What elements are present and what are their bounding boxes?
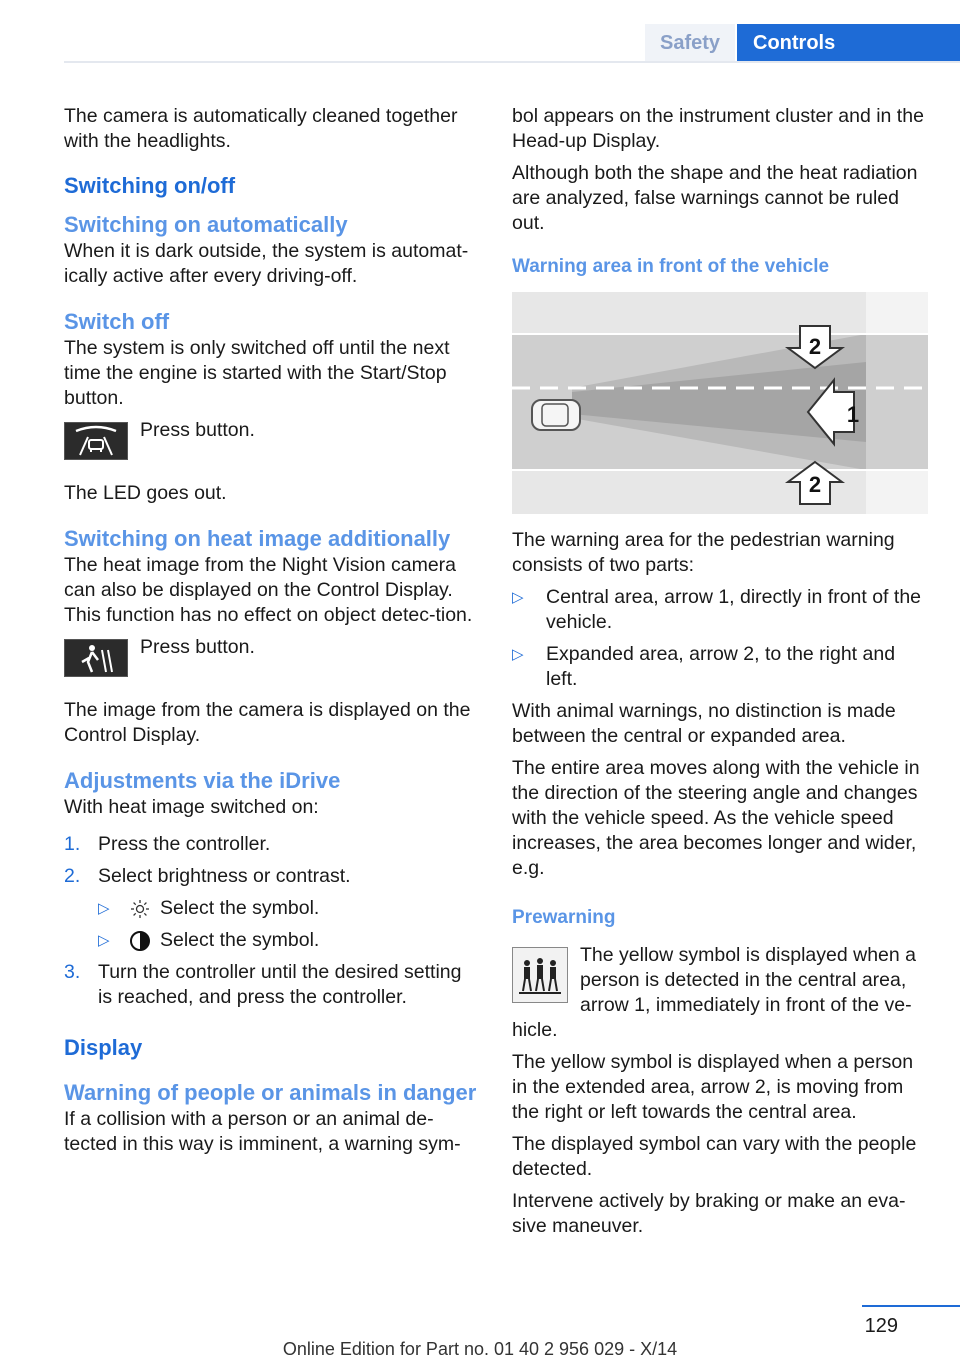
- press-button-text: Press button.: [140, 636, 255, 658]
- paragraph-intervene: Intervene actively by braking or make an eva-sive maneuver.: [512, 1190, 906, 1237]
- bullet-triangle-icon: ▷: [98, 900, 110, 917]
- paragraph-camera-cleaned: The camera is automatically cleaned together with the headlights.: [64, 105, 458, 152]
- paragraph-switched-off: The system is only switched off until the next time the engine is started with the Start/Stop button.: [64, 337, 450, 409]
- paragraph-symbol-appears: bol appears on the instrument cluster and in the Head-up Display.: [512, 105, 924, 152]
- header-tab-controls[interactable]: Controls: [737, 24, 960, 62]
- bullet-triangle-icon: ▷: [512, 646, 524, 663]
- heading-adjustments-idrive: Adjustments via the iDrive: [64, 768, 341, 793]
- paragraph-heat-image: The heat image from the Night Vision camera can also be displayed on the Control Display. This function has no effect on object detec-tion.: [64, 554, 473, 626]
- page-number: 129: [864, 1315, 898, 1337]
- list-item: [98, 896, 480, 921]
- heading-heat-image: Switching on heat image additionally: [64, 526, 451, 551]
- paragraph-animal: With animal warnings, no distinction is made between the central or expanded area.: [512, 700, 896, 747]
- pedestrian-heat-icon: [64, 639, 128, 677]
- paragraph-yellow-symbol-central: The yellow symbol is displayed when a person is detected in the central area, arrow 1, immediately in front of the ve-hicle.: [512, 944, 916, 1041]
- paragraph-with-heat-image: With heat image switched on:: [64, 796, 319, 818]
- paragraph-yellow-symbol-extended: The yellow symbol is displayed when a person in the extended area, arrow 2, is moving from the right or left towards the central area.: [512, 1051, 914, 1123]
- step-text: Press the controller.: [98, 833, 271, 855]
- heading-switching-onoff: Switching on/off: [64, 173, 236, 198]
- paragraph-collision: If a collision with a person or an animal de-tected in this way is imminent, a warning sym-: [64, 1108, 461, 1155]
- arrow-2-bottom-label: 2: [808, 472, 822, 497]
- bullet-triangle-icon: ▷: [98, 932, 110, 949]
- paragraph-image-displayed: The image from the camera is displayed on the Control Display.: [64, 699, 471, 746]
- paragraph-entire-area: The entire area moves along with the vehicle in the direction of the steering angle and changes with the vehicle speed. As the vehicle speed increases, the area becomes longer and wider, e.g.: [512, 757, 920, 879]
- list-item: [512, 642, 930, 692]
- arrow-1-label: 1: [846, 402, 860, 427]
- substep-text: Select the symbol.: [160, 929, 320, 951]
- step-text: Turn the controller until the desired setting is reached, and press the controller.: [98, 961, 462, 1008]
- contrast-icon: [128, 928, 152, 953]
- paragraph-led-out: The LED goes out.: [64, 482, 227, 504]
- heading-warning-people-animals: Warning of people or animals in danger: [64, 1080, 477, 1105]
- left-column: [64, 104, 480, 1164]
- prewarning-block: [512, 943, 930, 1043]
- header-divider: [64, 61, 960, 63]
- button-row-night-vision: [64, 418, 480, 474]
- right-column: [512, 104, 930, 1246]
- heading-switching-on-automatically: Switching on automatically: [64, 212, 348, 237]
- sun-icon: [128, 896, 152, 921]
- paragraph-dark-outside: When it is dark outside, the system is automat-ically active after every driving-off.: [64, 240, 469, 287]
- paragraph-consists: The warning area for the pedestrian warning consists of two parts:: [512, 529, 895, 576]
- heading-display: Display: [64, 1035, 143, 1060]
- step-number: 3.: [64, 961, 81, 983]
- steps-list: [64, 832, 480, 1010]
- paragraph-symbol-vary: The displayed symbol can vary with the people detected.: [512, 1133, 917, 1180]
- header-tab-safety[interactable]: Safety: [645, 24, 735, 62]
- step-number: 2.: [64, 865, 81, 887]
- substeps-list: [98, 896, 480, 953]
- page-header: [0, 24, 960, 62]
- bullet-triangle-icon: ▷: [512, 589, 524, 606]
- warning-area-figure: [512, 292, 928, 514]
- press-button-text: Press button.: [140, 419, 255, 441]
- step-number: 1.: [64, 833, 81, 855]
- bullet-text: Expanded area, arrow 2, to the right and left.: [546, 643, 896, 690]
- step-text: Select brightness or contrast.: [98, 865, 351, 887]
- list-item: [512, 585, 930, 635]
- paragraph-although: Although both the shape and the heat radiation are analyzed, false warnings cannot be ruled out.: [512, 162, 918, 234]
- arrow-2-top-label: 2: [808, 334, 822, 359]
- button-row-heat-image: [64, 635, 480, 691]
- pedestrians-warning-icon: [512, 947, 568, 1003]
- list-item: [64, 832, 480, 857]
- footer-edition: Online Edition for Part no. 01 40 2 956 029 - X/14: [282, 1339, 678, 1359]
- heading-warning-area: Warning area in front of the vehicle: [512, 256, 830, 277]
- list-item: [98, 928, 480, 953]
- warning-area-list: [512, 585, 930, 692]
- list-item: [64, 864, 480, 953]
- footer-divider: [862, 1305, 960, 1307]
- list-item: [64, 960, 480, 1010]
- heading-switch-off: Switch off: [64, 309, 170, 334]
- car-beams-icon: [64, 422, 128, 460]
- heading-prewarning: Prewarning: [512, 907, 616, 928]
- bullet-text: Central area, arrow 1, directly in front of the vehicle.: [546, 586, 922, 633]
- substep-text: Select the symbol.: [160, 897, 320, 919]
